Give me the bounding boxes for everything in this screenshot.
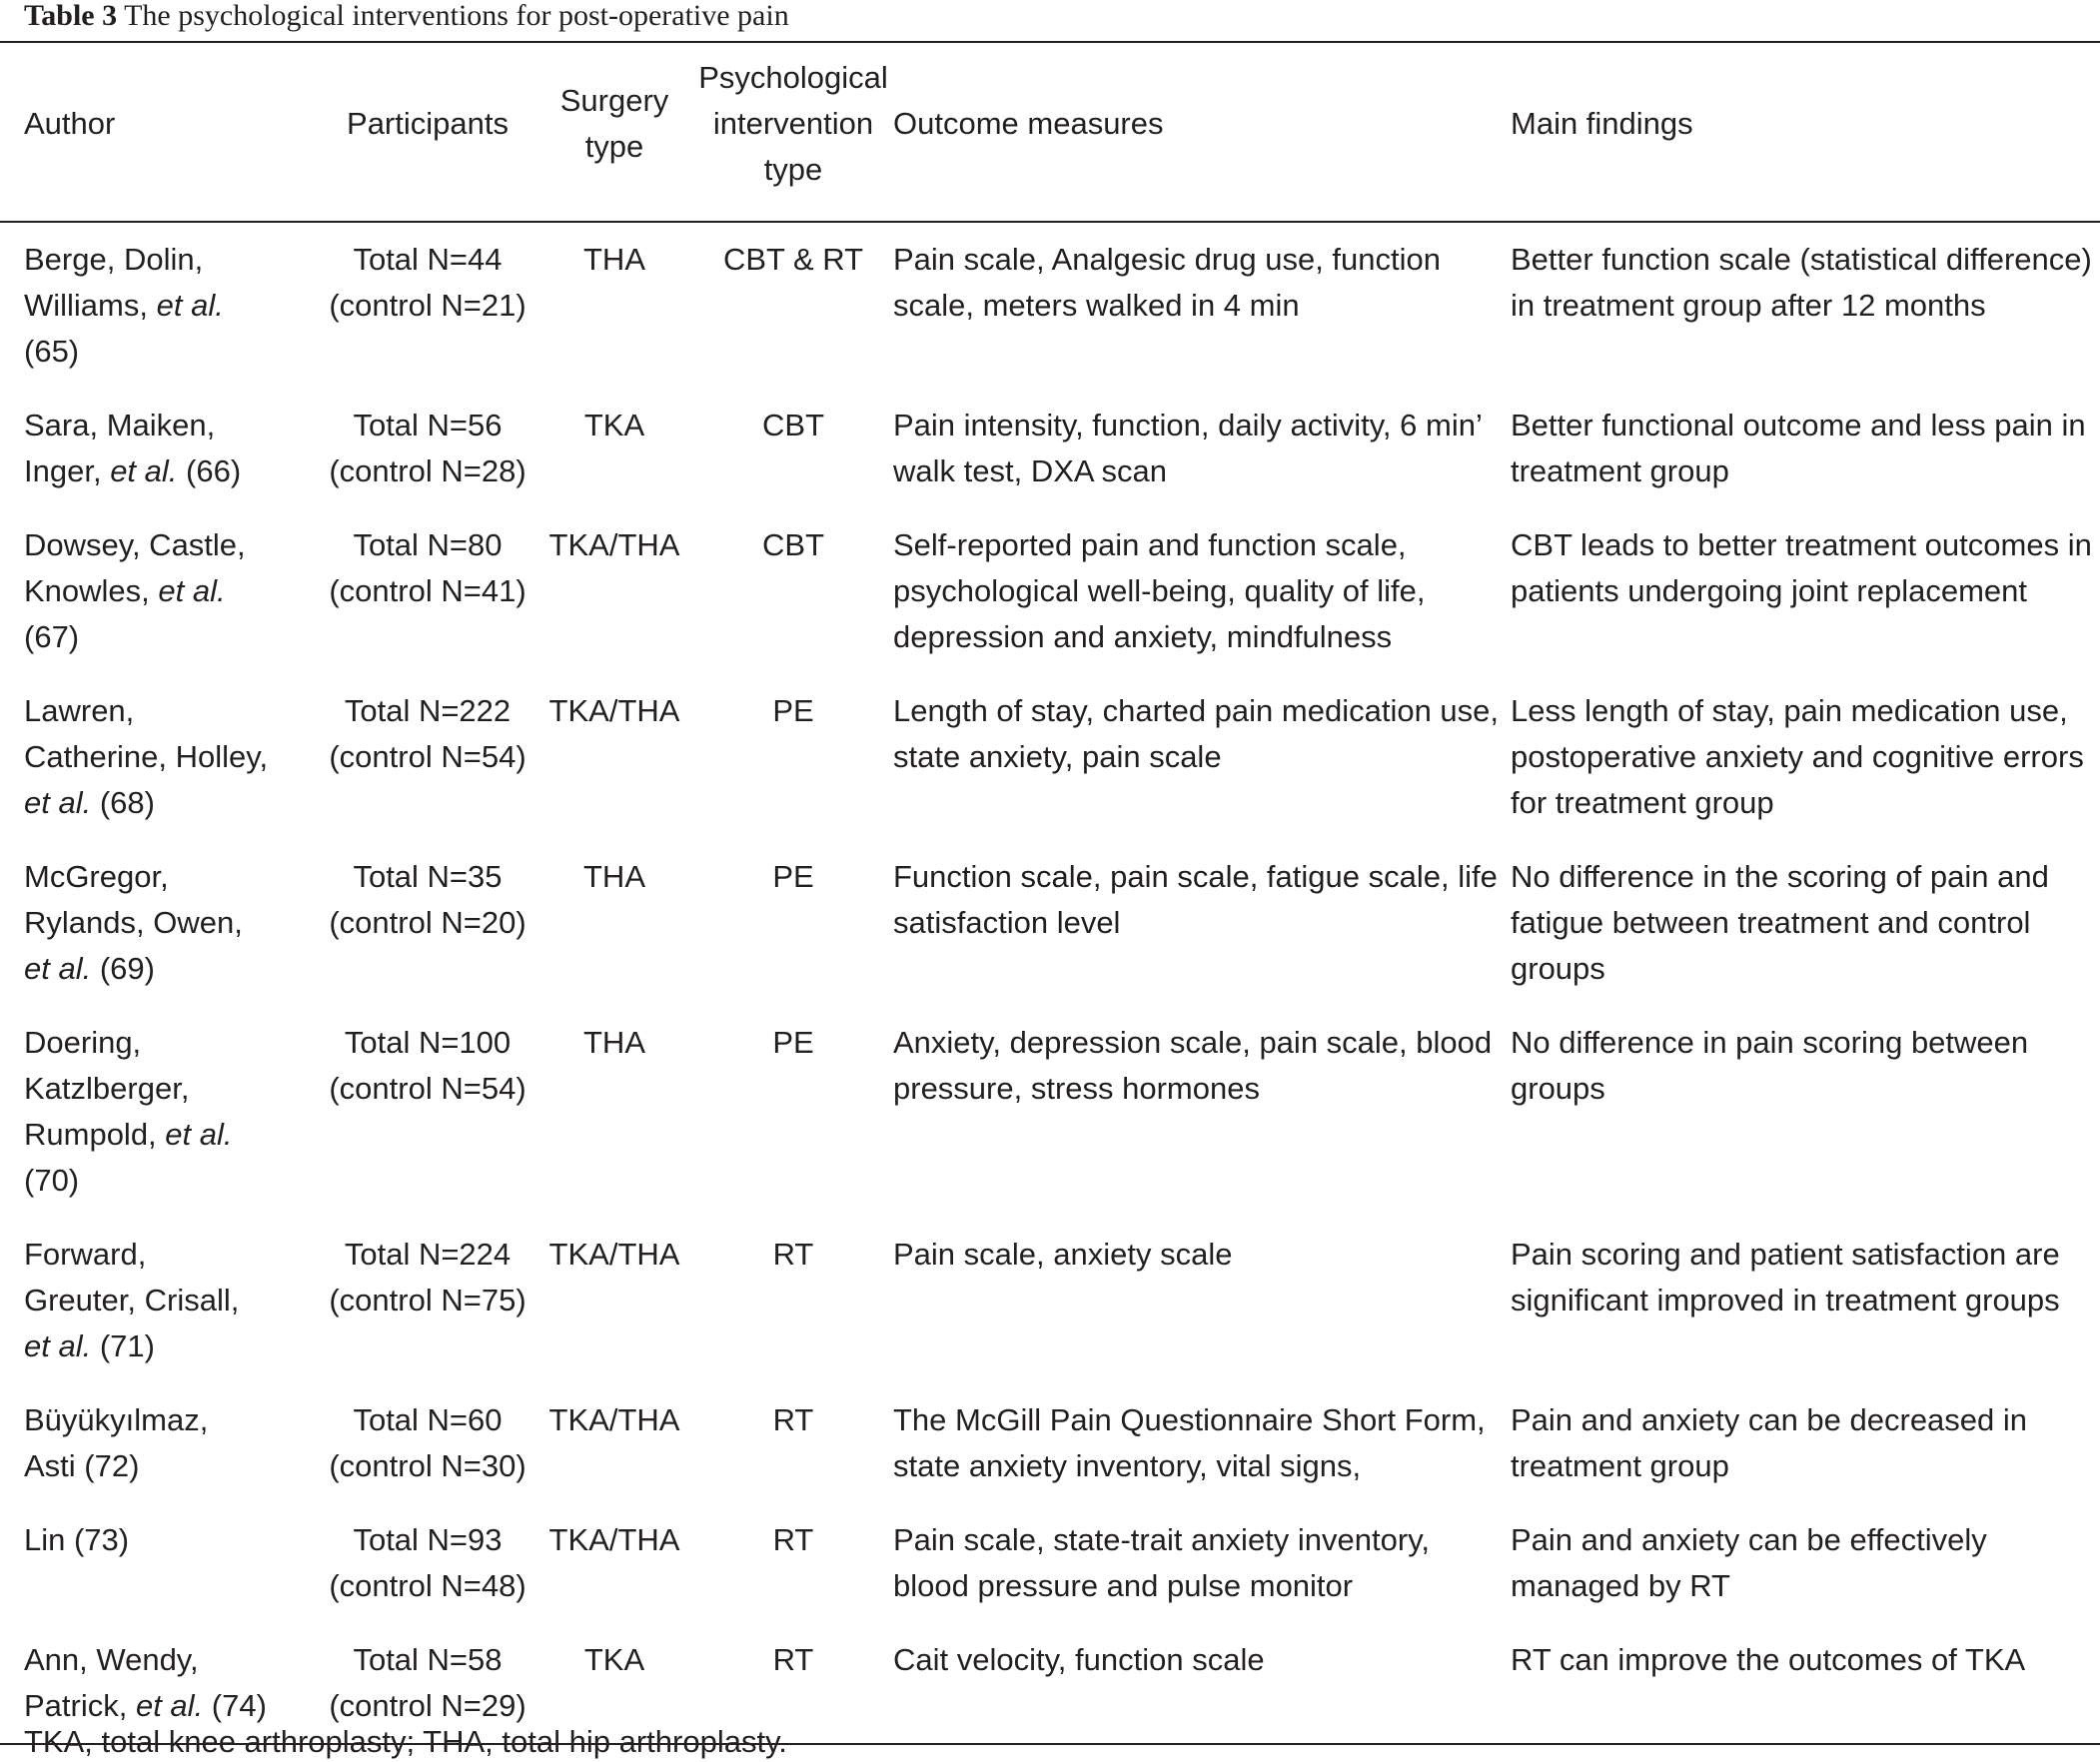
author-et-al: et al. xyxy=(165,1117,233,1152)
author-reference: (70) xyxy=(24,1163,80,1198)
cell-intervention-type: PE xyxy=(772,693,814,728)
cell-participants: Total N=56 (control N=28) xyxy=(329,408,526,488)
header-outcome-measures: Outcome measures xyxy=(893,106,1164,141)
header-intervention-type: Psychological intervention type xyxy=(698,60,888,187)
cell-participants: Total N=60 (control N=30) xyxy=(329,1402,526,1483)
author-names: McGregor, Rylands, Owen, xyxy=(24,859,243,940)
author-names: Dowsey, Castle, Knowles, xyxy=(24,527,246,608)
author-names: Berge, Dolin, Williams, xyxy=(24,242,204,323)
cell-surgery-type: TKA xyxy=(583,408,645,442)
cell-outcome-measures: Self-reported pain and function scale, psychological well-being, quality of life, depression and anxiety, mindfulness xyxy=(893,527,1426,654)
table-row xyxy=(0,840,2100,1006)
author-reference: (71) xyxy=(91,1328,155,1363)
cell-surgery-type: TKA/THA xyxy=(548,1522,680,1557)
author-reference: (67) xyxy=(24,619,80,654)
header-row xyxy=(0,42,2100,222)
cell-outcome-measures: Pain intensity, function, daily activity, 6 min’ walk test, DXA scan xyxy=(893,408,1482,488)
cell-main-findings: Less length of stay, pain medication use, postoperative anxiety and cognitive errors for treatment group xyxy=(1511,693,2084,820)
interventions-table xyxy=(0,41,2100,1745)
author-names: Sara, Maiken, Inger, xyxy=(24,408,216,488)
cell-main-findings: No difference in the scoring of pain and fatigue between treatment and control groups xyxy=(1511,859,2049,986)
cell-surgery-type: TKA/THA xyxy=(548,527,680,562)
author-reference: (68) xyxy=(91,785,155,820)
author-reference: (74) xyxy=(203,1688,267,1723)
cell-main-findings: Pain scoring and patient satisfaction are significant improved in treatment groups xyxy=(1511,1237,2060,1318)
cell-intervention-type: RT xyxy=(772,1402,814,1437)
table-row xyxy=(0,508,2100,674)
cell-intervention-type: PE xyxy=(772,1025,814,1060)
cell-outcome-measures: Function scale, pain scale, fatigue scale, life satisfaction level xyxy=(893,859,1498,940)
table-caption-text: The psychological interventions for post-operative pain xyxy=(124,0,789,32)
cell-outcome-measures: Pain scale, anxiety scale xyxy=(893,1237,1233,1272)
cell-main-findings: Better function scale (statistical difference) in treatment group after 12 months xyxy=(1511,242,2092,323)
table-body xyxy=(0,222,2100,1744)
cell-author xyxy=(0,389,320,508)
cell-participants: Total N=222 (control N=54) xyxy=(329,693,526,774)
cell-intervention-type: RT xyxy=(772,1522,814,1557)
author-et-al: et al. xyxy=(158,573,226,608)
header-main-findings: Main findings xyxy=(1511,106,1693,141)
table-header xyxy=(0,42,2100,222)
cell-author xyxy=(0,1383,320,1503)
author-names: Forward, Greuter, Crisall, xyxy=(24,1237,240,1318)
table-caption-label: Table 3 xyxy=(24,0,118,32)
cell-outcome-measures: Cait velocity, function scale xyxy=(893,1642,1265,1677)
table-row xyxy=(0,389,2100,508)
cell-intervention-type: RT xyxy=(772,1642,814,1677)
author-names: Doering, Katzlberger, Rumpold, xyxy=(24,1025,190,1152)
cell-outcome-measures: Pain scale, state-trait anxiety inventory, blood pressure and pulse monitor xyxy=(893,1522,1431,1603)
cell-main-findings: Pain and anxiety can be decreased in treatment group xyxy=(1511,1402,2028,1483)
cell-participants: Total N=100 (control N=54) xyxy=(329,1025,526,1106)
cell-main-findings: Pain and anxiety can be effectively managed by RT xyxy=(1511,1522,1987,1603)
author-names: Büyükyılmaz, Asti (72) xyxy=(24,1402,209,1483)
cell-surgery-type: TKA xyxy=(583,1642,645,1677)
author-names: Lawren, Catherine, Holley, xyxy=(24,693,269,774)
header-author: Author xyxy=(24,106,116,141)
cell-main-findings: RT can improve the outcomes of TKA xyxy=(1511,1642,2026,1677)
cell-surgery-type: THA xyxy=(583,859,645,894)
author-names: Ann, Wendy, Patrick, xyxy=(24,1642,199,1723)
cell-author xyxy=(0,1006,320,1218)
author-et-al: et al. xyxy=(24,1328,92,1363)
cell-surgery-type: TKA/THA xyxy=(548,693,680,728)
cell-author xyxy=(0,1503,320,1623)
cell-author xyxy=(0,840,320,1006)
cell-outcome-measures: Anxiety, depression scale, pain scale, blood pressure, stress hormones xyxy=(893,1025,1493,1106)
table-row xyxy=(0,1006,2100,1218)
cell-outcome-measures: Length of stay, charted pain medication use, state anxiety, pain scale xyxy=(893,693,1500,774)
table-row xyxy=(0,1503,2100,1623)
cell-surgery-type: THA xyxy=(583,1025,645,1060)
cell-main-findings: Better functional outcome and less pain in treatment group xyxy=(1511,408,2086,488)
author-reference: (66) xyxy=(177,453,242,488)
cell-participants: Total N=44 (control N=21) xyxy=(329,242,526,323)
cell-author xyxy=(0,1218,320,1383)
table-row xyxy=(0,1218,2100,1383)
cell-participants: Total N=58 (control N=29) xyxy=(329,1642,526,1723)
cell-outcome-measures: The McGill Pain Questionnaire Short Form, state anxiety inventory, vital signs, xyxy=(893,1402,1486,1483)
author-et-al: et al. xyxy=(110,453,178,488)
author-et-al: et al. xyxy=(24,785,92,820)
cell-intervention-type: RT xyxy=(772,1237,814,1272)
cell-participants: Total N=93 (control N=48) xyxy=(329,1522,526,1603)
author-et-al: et al. xyxy=(135,1688,204,1723)
author-et-al: et al. xyxy=(156,288,224,323)
cell-surgery-type: TKA/THA xyxy=(548,1237,680,1272)
table-row xyxy=(0,1383,2100,1503)
cell-author xyxy=(0,222,320,389)
cell-outcome-measures: Pain scale, Analgesic drug use, function scale, meters walked in 4 min xyxy=(893,242,1442,323)
table-caption xyxy=(24,0,789,36)
table-footnote: TKA, total knee arthroplasty; THA, total hip arthroplasty. xyxy=(24,1724,787,1759)
cell-surgery-type: TKA/THA xyxy=(548,1402,680,1437)
cell-intervention-type: CBT xyxy=(762,527,824,562)
cell-intervention-type: CBT xyxy=(762,408,824,442)
cell-main-findings: CBT leads to better treatment outcomes in patients undergoing joint replacement xyxy=(1511,527,2092,608)
author-reference: (65) xyxy=(24,334,80,369)
cell-participants: Total N=80 (control N=41) xyxy=(329,527,526,608)
header-participants: Participants xyxy=(347,106,509,141)
cell-author xyxy=(0,674,320,840)
author-names: Lin (73) xyxy=(24,1522,130,1557)
header-surgery-type: Surgery type xyxy=(559,83,669,164)
author-reference: (69) xyxy=(91,951,155,986)
cell-author xyxy=(0,508,320,674)
cell-surgery-type: THA xyxy=(583,242,645,277)
cell-intervention-type: PE xyxy=(772,859,814,894)
cell-participants: Total N=35 (control N=20) xyxy=(329,859,526,940)
cell-main-findings: No difference in pain scoring between groups xyxy=(1511,1025,2029,1106)
table-row xyxy=(0,222,2100,389)
table-row xyxy=(0,674,2100,840)
cell-intervention-type: CBT & RT xyxy=(722,242,864,277)
cell-participants: Total N=224 (control N=75) xyxy=(329,1237,526,1318)
author-et-al: et al. xyxy=(24,951,92,986)
